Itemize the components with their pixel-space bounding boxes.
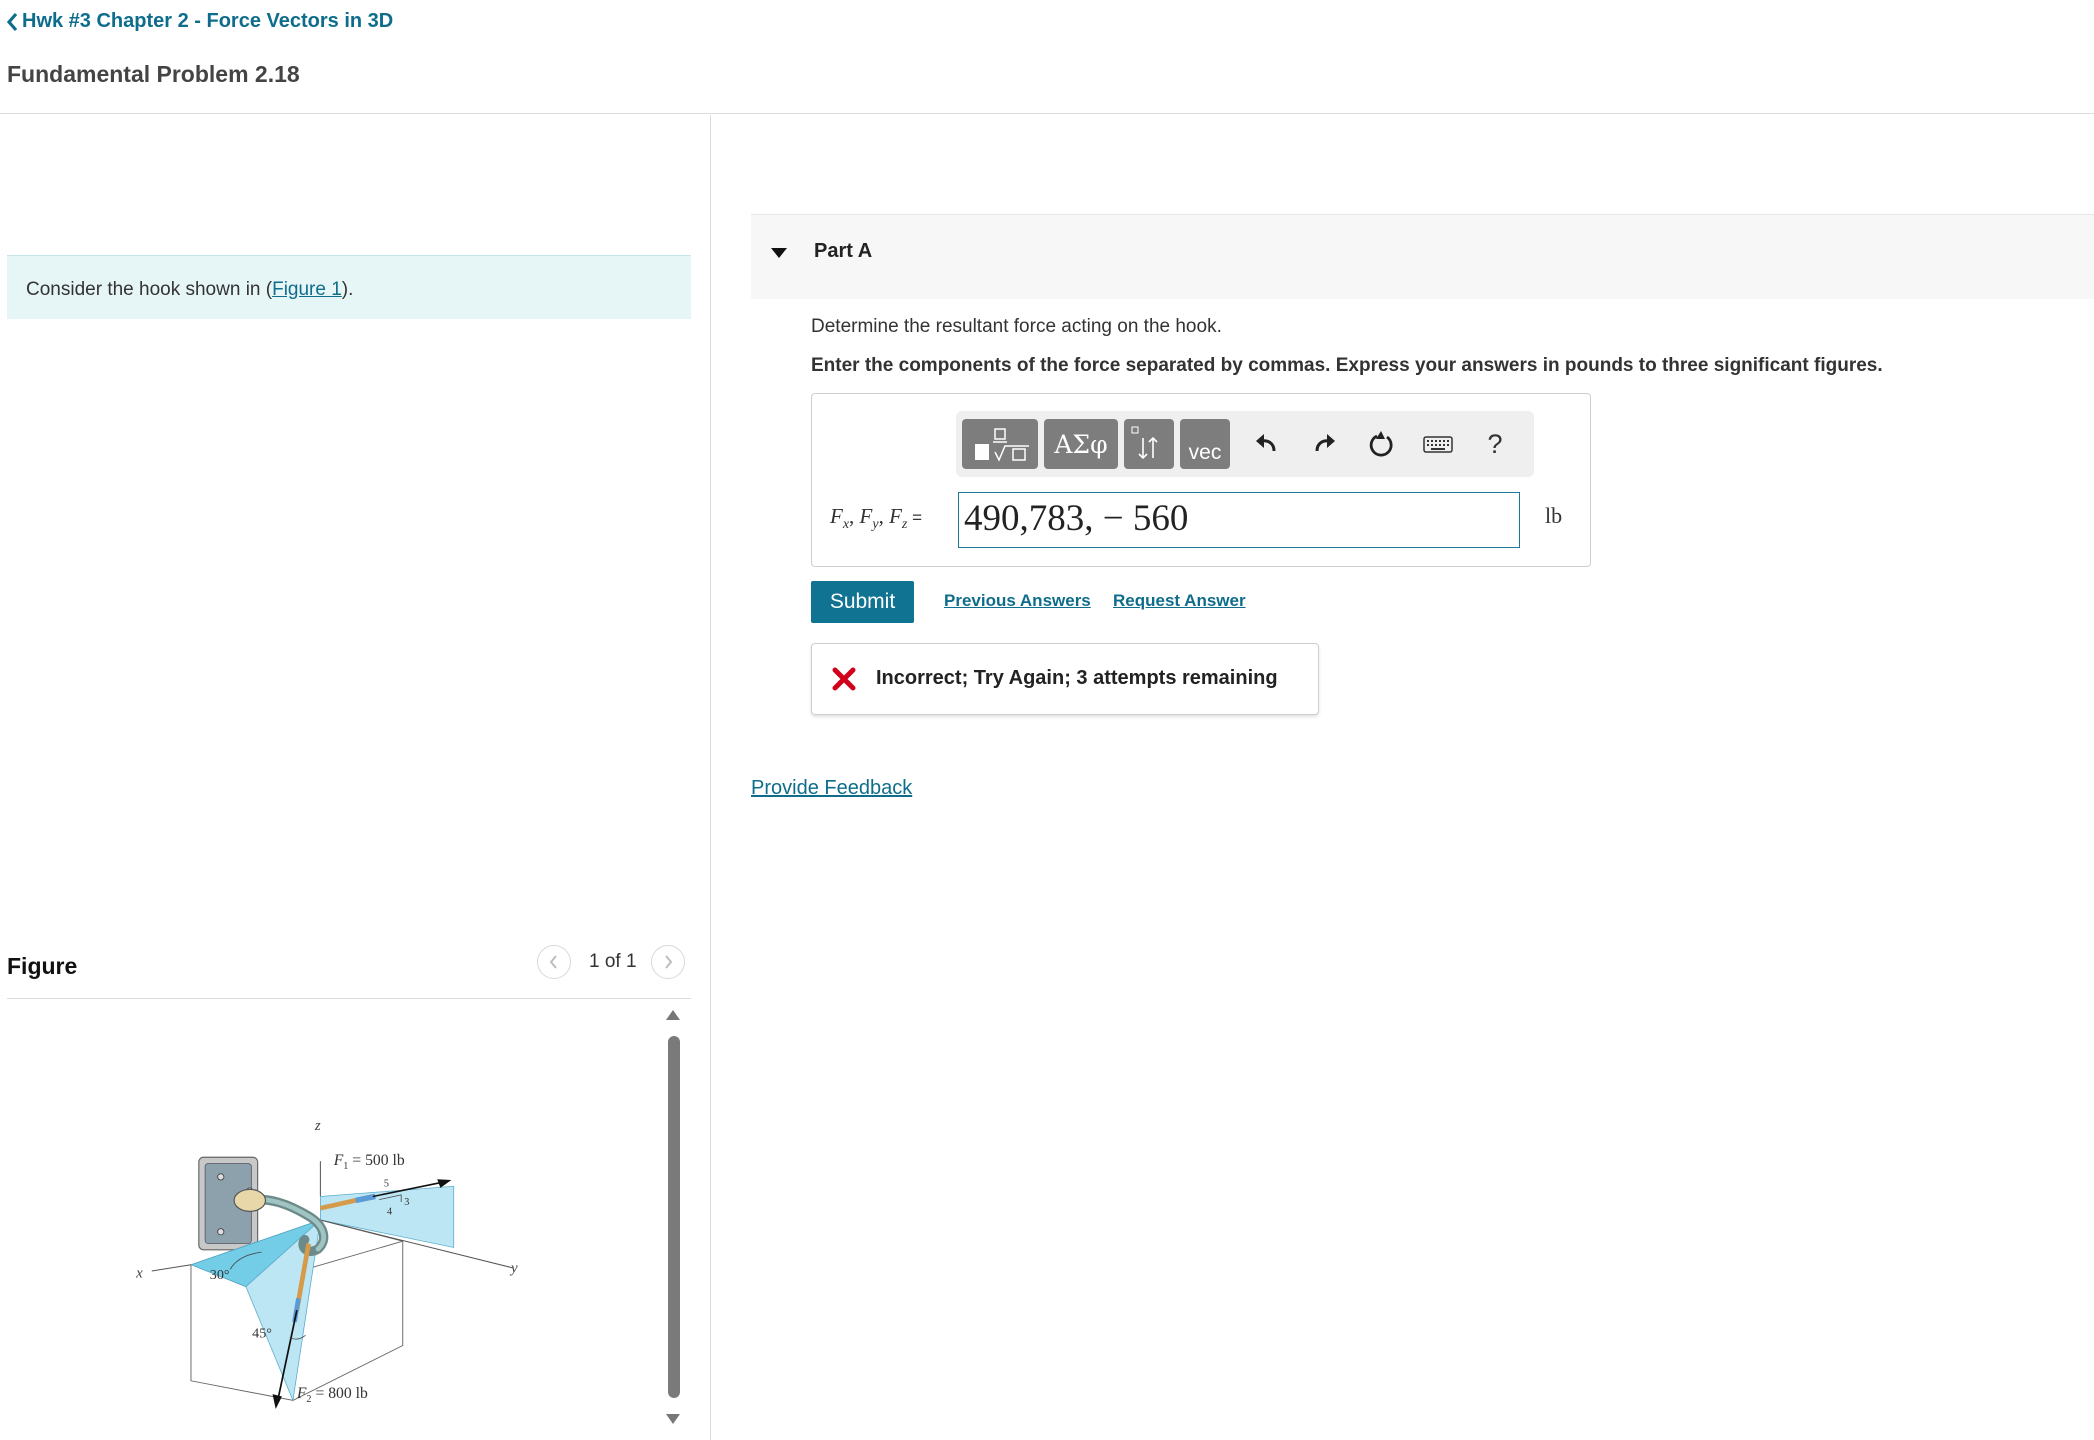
figure-scrollbar[interactable]	[663, 1008, 685, 1426]
problem-title: Fundamental Problem 2.18	[7, 61, 300, 87]
vector-button[interactable]: vec	[1180, 419, 1230, 469]
page-header	[0, 0, 2094, 114]
hook-figure	[100, 1020, 580, 1420]
answer-input[interactable]: 490,783, − 560	[958, 492, 1520, 548]
keyboard-icon[interactable]	[1417, 423, 1459, 465]
intro-box	[7, 255, 691, 319]
left-pane	[0, 115, 711, 1440]
figure-pager: 1 of 1	[589, 951, 637, 972]
back-link-label: Hwk #3 Chapter 2 - Force Vectors in 3D	[22, 10, 394, 32]
math-toolbar	[956, 411, 1534, 477]
help-icon[interactable]	[1474, 423, 1516, 465]
x-axis	[152, 1265, 191, 1271]
chevron-right-icon	[662, 954, 674, 970]
arrows-updown-icon	[1129, 424, 1169, 464]
bolt-icon	[218, 1174, 224, 1180]
request-answer-link[interactable]: Request Answer	[1113, 591, 1246, 610]
error-x-icon	[832, 667, 856, 691]
intro-text-after: ).	[341, 279, 354, 300]
z-axis-label: z	[314, 1117, 321, 1134]
templates-button[interactable]	[962, 419, 1038, 469]
intro-text-before: Consider the hook shown in (	[26, 279, 273, 300]
figure-label: Figure	[7, 953, 78, 979]
redo-icon[interactable]	[1303, 423, 1345, 465]
angle-30-label: 30°	[209, 1266, 230, 1283]
provide-feedback-link[interactable]: Provide Feedback	[751, 777, 913, 799]
f2-arrowhead	[273, 1394, 282, 1409]
y-axis-label: y	[510, 1260, 518, 1277]
f1-label: $F_1 = 500$ lb	[333, 1152, 405, 1173]
angle-45-label: 45°	[252, 1325, 272, 1342]
chevron-left-icon	[6, 12, 19, 32]
feedback-message: Incorrect; Try Again; 3 attempts remaining	[876, 667, 1278, 689]
chevron-left-icon	[548, 954, 560, 970]
f2-label: $F_2 = 800$ lb	[296, 1385, 368, 1405]
scroll-up-arrow-icon[interactable]	[666, 1010, 680, 1020]
figure-next-button[interactable]	[651, 945, 685, 979]
slope-label-5: 5	[383, 1178, 390, 1190]
question-text: Determine the resultant force acting on the hook.	[811, 316, 1222, 337]
caret-down-icon[interactable]	[771, 248, 787, 258]
answer-variable-label: $F_x$, $F_y$, $F_z$ =	[830, 504, 923, 533]
fraction-root-icon	[965, 424, 1035, 464]
greek-symbols-button[interactable]: ΑΣφ	[1044, 419, 1118, 469]
slope-label-3: 3	[404, 1197, 410, 1209]
right-pane	[712, 115, 2094, 1440]
figure-header	[7, 945, 691, 999]
help-label: ?	[1487, 428, 1503, 459]
undo-icon[interactable]	[1246, 423, 1288, 465]
intro-text	[26, 279, 353, 301]
part-a-header[interactable]	[751, 214, 2094, 299]
feedback-box	[811, 643, 1319, 715]
figure-prev-button[interactable]	[537, 945, 571, 979]
subscript-superscript-button[interactable]	[1124, 419, 1174, 469]
scrollbar-thumb[interactable]	[668, 1036, 680, 1398]
back-to-assignment-link[interactable]	[6, 10, 393, 33]
instruction-text: Enter the components of the force separated by commas. Express your answers in pounds to three significant figures.	[811, 355, 1883, 376]
answer-unit: lb	[1545, 503, 1563, 528]
figure-link[interactable]: Figure 1	[272, 279, 342, 300]
previous-answers-link[interactable]: Previous Answers	[944, 591, 1091, 610]
scroll-down-arrow-icon[interactable]	[666, 1414, 680, 1424]
x-axis-label: x	[136, 1265, 143, 1282]
bolt-icon	[218, 1229, 224, 1235]
hook-eye	[234, 1189, 265, 1211]
answer-box	[811, 393, 1591, 567]
rope-f1-segment	[356, 1196, 376, 1200]
reset-icon[interactable]	[1360, 423, 1402, 465]
submit-button[interactable]: Submit	[811, 581, 914, 623]
part-title: Part A	[814, 240, 873, 262]
slope-label-4: 4	[387, 1206, 393, 1218]
